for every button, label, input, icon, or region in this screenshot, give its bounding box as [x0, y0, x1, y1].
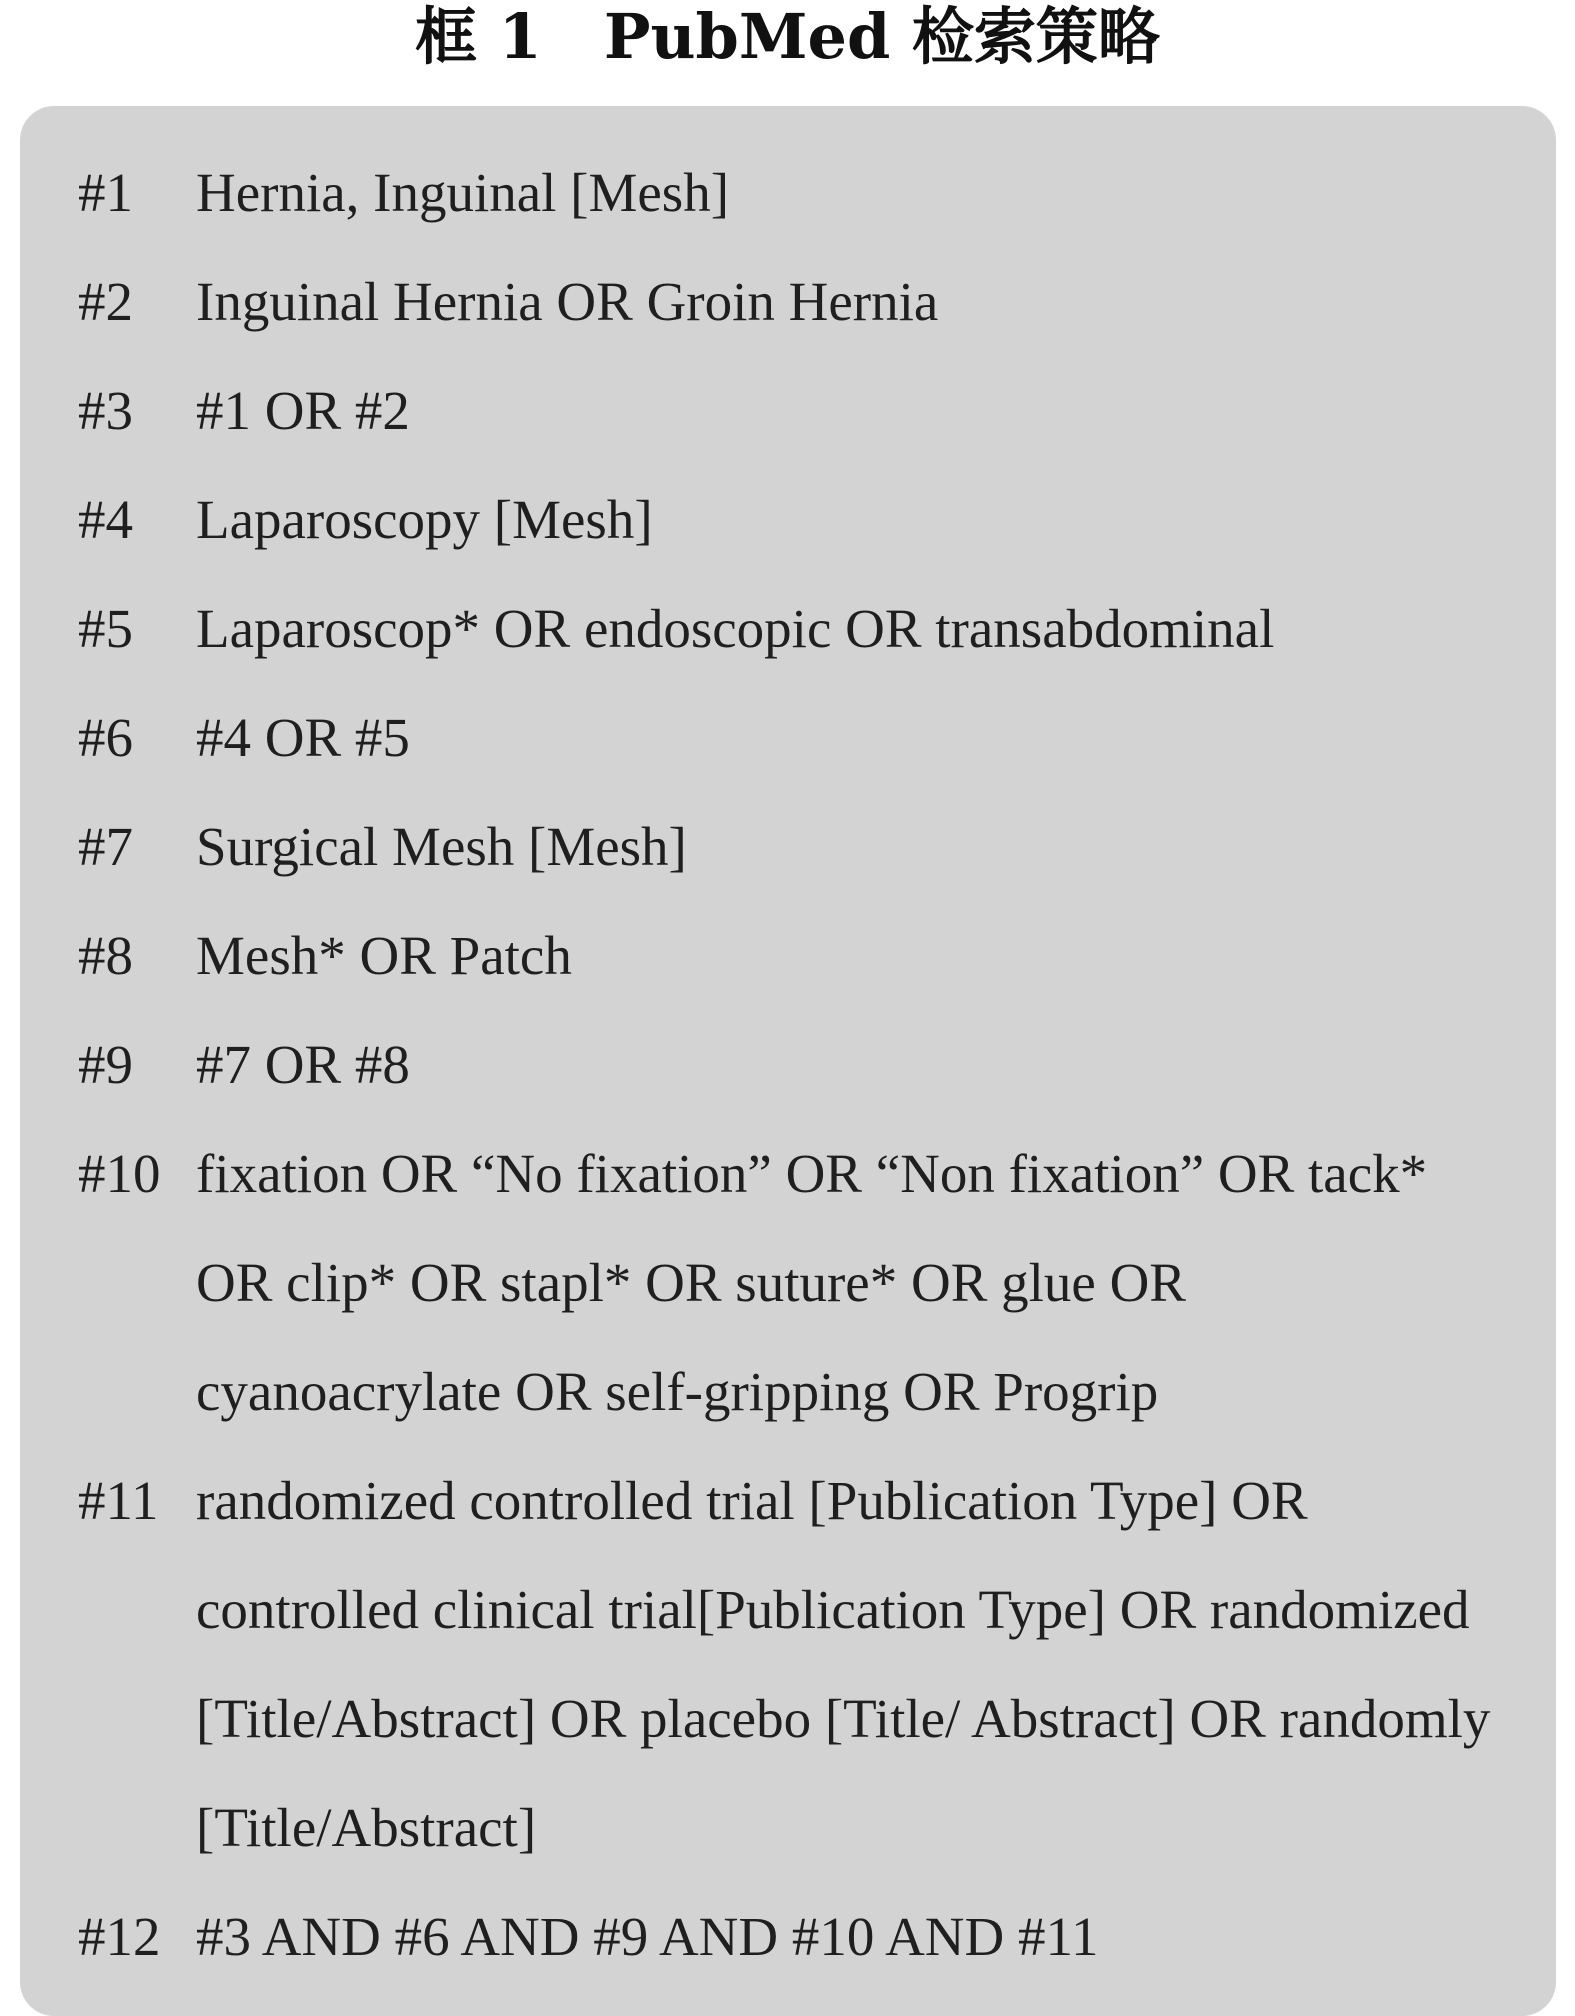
- strategy-row-9: [20, 1010, 1556, 1119]
- row-number: #8: [78, 925, 133, 986]
- strategy-row-2: [20, 247, 1556, 356]
- search-query: #7 OR #8: [196, 1034, 410, 1095]
- strategy-row-4: [20, 465, 1556, 574]
- row-number: #6: [78, 707, 133, 768]
- row-number: #9: [78, 1034, 133, 1095]
- strategy-row-6: [20, 683, 1556, 792]
- search-query: #4 OR #5: [196, 707, 410, 768]
- row-number: #3: [78, 380, 133, 441]
- strategy-row-12: [20, 1882, 1556, 1991]
- search-query: randomized controlled trial [Publication Type] OR controlled clinical trial[Publication Type] OR randomized [Title/Abstract] OR placebo [Title/ Abstract] OR randomly [Title/Abstract]: [196, 1470, 1491, 1858]
- strategy-row-3: [20, 356, 1556, 465]
- strategy-row-10: [20, 1119, 1556, 1446]
- search-query: Laparoscop* OR endoscopic OR transabdominal: [196, 598, 1275, 659]
- search-query: Surgical Mesh [Mesh]: [196, 816, 687, 877]
- row-number: #11: [78, 1470, 159, 1531]
- row-number: #4: [78, 489, 133, 550]
- row-number: #10: [78, 1143, 161, 1204]
- search-query: Inguinal Hernia OR Groin Hernia: [196, 271, 939, 332]
- search-query: fixation OR “No fixation” OR “Non fixation” OR tack* OR clip* OR stapl* OR suture* OR glue OR cyanoacrylate OR self-gripping OR Progrip: [196, 1143, 1428, 1422]
- strategy-row-11: [20, 1446, 1556, 1882]
- strategy-row-8: [20, 901, 1556, 1010]
- row-number: #1: [78, 162, 133, 223]
- row-number: #5: [78, 598, 133, 659]
- row-number: #12: [78, 1906, 161, 1967]
- search-query: Mesh* OR Patch: [196, 925, 572, 986]
- box-title: 框 1 PubMed 检索策略: [415, 0, 1160, 73]
- search-strategy-box: [20, 106, 1556, 2016]
- strategy-row-5: [20, 574, 1556, 683]
- search-query: #1 OR #2: [196, 380, 410, 441]
- search-query: Laparoscopy [Mesh]: [196, 489, 653, 550]
- strategy-row-1: [20, 138, 1556, 247]
- search-query: #3 AND #6 AND #9 AND #10 AND #11: [196, 1906, 1099, 1967]
- row-number: #7: [78, 816, 133, 877]
- strategy-row-7: [20, 792, 1556, 901]
- row-number: #2: [78, 271, 133, 332]
- search-query: Hernia, Inguinal [Mesh]: [196, 162, 730, 223]
